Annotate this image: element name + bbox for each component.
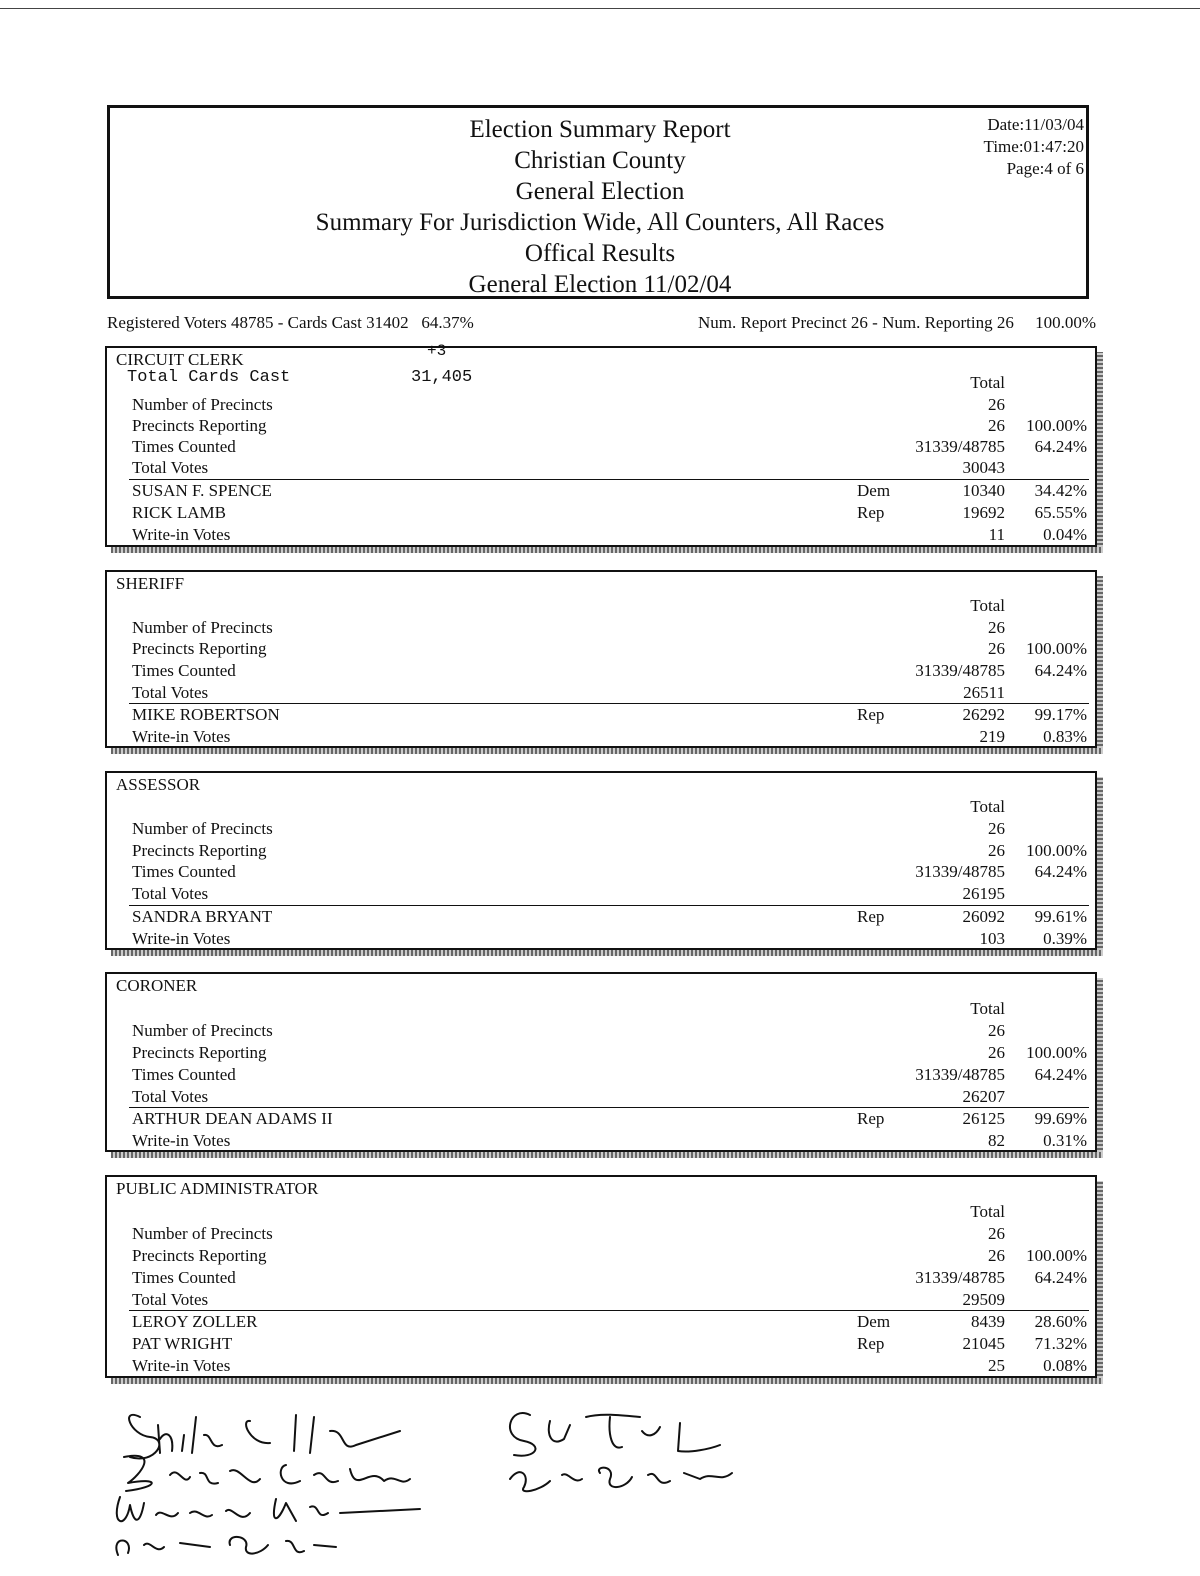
race-title: ASSESSOR — [116, 775, 201, 794]
race-title: CORONER — [116, 976, 198, 995]
row-label: Total Votes — [132, 458, 209, 477]
row-value: 26 — [988, 1043, 1005, 1062]
write-in-row — [107, 928, 1095, 949]
title-line-6: General Election 11/02/04 — [468, 271, 732, 298]
row-value: 26 — [988, 618, 1005, 637]
row-percent: 100.00% — [1026, 639, 1087, 658]
registered-voters-summary: Registered Voters 48785 - Cards Cast 31402 64.37% — [107, 313, 474, 332]
total-votes-row — [107, 457, 1095, 478]
race-title: PUBLIC ADMINISTRATOR — [116, 1179, 319, 1198]
total-cards-cast-label: Total Cards Cast — [127, 368, 291, 387]
total-column-header: Total — [970, 797, 1005, 816]
row-label: Times Counted — [132, 862, 236, 881]
row-value: 26 — [988, 819, 1005, 838]
row-value: 31339/48785 — [915, 1268, 1005, 1287]
row-value: 26 — [988, 416, 1005, 435]
row-percent: 100.00% — [1026, 1043, 1087, 1062]
row-value: 26 — [988, 1021, 1005, 1040]
times-counted-row — [107, 1064, 1095, 1085]
candidate-party: Rep — [857, 705, 885, 724]
candidate-percent: 71.32% — [1034, 1334, 1087, 1353]
total-column-header: Total — [970, 596, 1005, 615]
total-column-header: Total — [970, 1202, 1005, 1221]
title-line-5: Offical Results — [524, 240, 676, 267]
report-header — [107, 105, 1089, 299]
signature-barbara-hoopne — [124, 1456, 410, 1491]
candidate-percent: 0.83% — [1043, 727, 1087, 746]
candidate-votes: 26125 — [962, 1109, 1005, 1128]
candidate-row — [107, 704, 1095, 725]
row-value: 26 — [988, 1224, 1005, 1243]
report-meta — [984, 114, 1084, 180]
race-sheriff — [105, 570, 1097, 748]
signature-shirley-little — [129, 1415, 400, 1459]
race-title: CIRCUIT CLERK — [116, 350, 244, 369]
candidate-row — [107, 906, 1095, 927]
row-value: 26 — [988, 1246, 1005, 1265]
candidate-votes: 103 — [979, 929, 1005, 948]
title-line-3: General Election — [515, 178, 685, 205]
box-shadow — [1097, 352, 1103, 553]
row-percent: 64.24% — [1034, 1268, 1087, 1287]
row-label: Times Counted — [132, 1065, 236, 1084]
row-percent: 100.00% — [1026, 1246, 1087, 1265]
write-in-row — [107, 1355, 1095, 1376]
candidate-votes: 10340 — [962, 481, 1005, 500]
row-value: 26 — [988, 841, 1005, 860]
row-label: Precincts Reporting — [132, 841, 267, 860]
write-in-row — [107, 726, 1095, 747]
row-label: Times Counted — [132, 437, 236, 456]
row-value: 26511 — [963, 683, 1005, 702]
candidate-row — [107, 1333, 1095, 1354]
row-value: 26 — [988, 395, 1005, 414]
signature-paul-ennis — [116, 1537, 336, 1555]
row-value: 31339/48785 — [915, 862, 1005, 881]
signature-lisa-bradley — [510, 1468, 732, 1492]
row-label: Total Votes — [132, 884, 209, 903]
candidate-name: Write-in Votes — [132, 525, 231, 544]
candidate-percent: 0.04% — [1043, 525, 1087, 544]
candidate-votes: 21045 — [962, 1334, 1005, 1353]
number-of-precincts-row — [107, 617, 1095, 638]
candidate-percent: 65.55% — [1034, 503, 1087, 522]
title-line-2: Christian County — [514, 147, 686, 174]
race-public-administrator — [105, 1175, 1097, 1378]
row-percent: 100.00% — [1026, 841, 1087, 860]
row-value: 26207 — [962, 1087, 1005, 1106]
box-shadow — [111, 1378, 1103, 1384]
candidate-name: RICK LAMB — [132, 503, 226, 522]
race-assessor — [105, 771, 1097, 950]
candidate-row — [107, 1311, 1095, 1332]
times-counted-row — [107, 861, 1095, 882]
precincts-reporting-row — [107, 1245, 1095, 1266]
race-coroner — [105, 972, 1097, 1152]
candidate-percent: 0.08% — [1043, 1356, 1087, 1375]
candidate-name: PAT WRIGHT — [132, 1334, 233, 1353]
candidate-name: Write-in Votes — [132, 1356, 231, 1375]
candidate-row — [107, 502, 1095, 523]
candidate-percent: 99.69% — [1034, 1109, 1087, 1128]
precincts-reporting-row — [107, 840, 1095, 861]
candidate-name: Write-in Votes — [132, 1131, 231, 1150]
row-value: 26195 — [962, 884, 1005, 903]
row-label: Number of Precincts — [132, 395, 273, 414]
signature-sy-tinl — [510, 1413, 720, 1456]
row-percent: 64.24% — [1034, 1065, 1087, 1084]
candidate-votes: 82 — [988, 1131, 1005, 1150]
candidate-percent: 99.17% — [1034, 705, 1087, 724]
box-shadow — [1097, 978, 1103, 1158]
candidate-votes: 219 — [979, 727, 1005, 746]
row-label: Number of Precincts — [132, 1021, 273, 1040]
number-of-precincts-row — [107, 1020, 1095, 1041]
candidate-party: Rep — [857, 503, 885, 522]
row-percent: 100.00% — [1026, 416, 1087, 435]
number-of-precincts-row — [107, 1223, 1095, 1244]
report-date: Date:11/03/04 — [987, 115, 1084, 134]
candidate-percent: 0.39% — [1043, 929, 1087, 948]
precincts-reporting-row — [107, 638, 1095, 659]
candidate-percent: 0.31% — [1043, 1131, 1087, 1150]
candidate-party: Dem — [857, 1312, 891, 1331]
row-label: Precincts Reporting — [132, 1043, 267, 1062]
total-votes-row — [107, 682, 1095, 703]
row-label: Number of Precincts — [132, 618, 273, 637]
total-votes-row — [107, 883, 1095, 904]
report-page: Page:4 of 6 — [1006, 159, 1084, 178]
row-percent: 64.24% — [1034, 862, 1087, 881]
signatures — [100, 1395, 800, 1575]
candidate-name: Write-in Votes — [132, 929, 231, 948]
row-value: 31339/48785 — [915, 661, 1005, 680]
cards-cast-adjustment: +3 — [427, 342, 447, 360]
candidate-name: SUSAN F. SPENCE — [132, 481, 272, 500]
write-in-row — [107, 524, 1095, 545]
candidate-name: SANDRA BRYANT — [132, 907, 273, 926]
precinct-report-summary: Num. Report Precinct 26 - Num. Reporting 26 100.00% — [697, 313, 1096, 332]
candidate-votes: 19692 — [962, 503, 1005, 522]
candidate-row — [107, 480, 1095, 501]
row-value: 31339/48785 — [915, 437, 1005, 456]
precincts-reporting-row — [107, 1042, 1095, 1063]
candidate-row — [107, 1108, 1095, 1129]
write-in-row — [107, 1130, 1095, 1151]
title-line-4: Summary For Jurisdiction Wide, All Counters, All Races — [315, 209, 885, 236]
number-of-precincts-row — [107, 818, 1095, 839]
candidate-party: Rep — [857, 907, 885, 926]
row-label: Total Votes — [132, 1290, 209, 1309]
row-percent: 64.24% — [1034, 661, 1087, 680]
candidate-percent: 99.61% — [1034, 907, 1087, 926]
candidate-percent: 28.60% — [1034, 1312, 1087, 1331]
box-shadow — [1097, 777, 1103, 956]
race-circuit-clerk — [105, 342, 1097, 547]
times-counted-row — [107, 1267, 1095, 1288]
race-title: SHERIFF — [116, 574, 185, 593]
box-shadow — [111, 547, 1103, 553]
candidate-party: Rep — [857, 1109, 885, 1128]
candidate-name: MIKE ROBERTSON — [132, 705, 280, 724]
candidate-percent: 34.42% — [1034, 481, 1087, 500]
row-label: Total Votes — [132, 1087, 209, 1106]
candidate-votes: 26092 — [962, 907, 1005, 926]
times-counted-row — [107, 660, 1095, 681]
candidate-votes: 25 — [988, 1356, 1005, 1375]
box-shadow — [1097, 576, 1103, 754]
row-label: Number of Precincts — [132, 819, 273, 838]
number-of-precincts-row — [107, 394, 1095, 415]
row-label: Total Votes — [132, 683, 209, 702]
precincts-reporting-row — [107, 415, 1095, 436]
row-value: 26 — [988, 639, 1005, 658]
signature-marian-nobleds — [117, 1497, 420, 1521]
report-time: Time:01:47:20 — [983, 137, 1084, 156]
row-label: Precincts Reporting — [132, 416, 267, 435]
total-votes-row — [107, 1289, 1095, 1310]
candidate-votes: 8439 — [971, 1312, 1005, 1331]
row-label: Precincts Reporting — [132, 639, 267, 658]
candidate-votes: 11 — [988, 525, 1005, 544]
box-shadow — [111, 1152, 1103, 1158]
candidate-party: Rep — [857, 1334, 885, 1353]
total-votes-row — [107, 1086, 1095, 1107]
candidate-votes: 26292 — [962, 705, 1005, 724]
row-percent: 64.24% — [1034, 437, 1087, 456]
report-title-block — [240, 114, 960, 300]
row-value: 29509 — [962, 1290, 1005, 1309]
box-shadow — [111, 748, 1103, 754]
row-value: 31339/48785 — [915, 1065, 1005, 1084]
row-label: Number of Precincts — [132, 1224, 273, 1243]
box-shadow — [111, 950, 1103, 956]
row-value: 30043 — [962, 458, 1005, 477]
total-cards-cast-value: 31,405 — [411, 368, 473, 387]
row-label: Times Counted — [132, 1268, 236, 1287]
candidate-name: LEROY ZOLLER — [132, 1312, 258, 1331]
row-label: Times Counted — [132, 661, 236, 680]
candidate-name: Write-in Votes — [132, 727, 231, 746]
candidate-party: Dem — [857, 481, 891, 500]
candidate-name: ARTHUR DEAN ADAMS II — [132, 1109, 333, 1128]
row-label: Precincts Reporting — [132, 1246, 267, 1265]
times-counted-row — [107, 436, 1095, 457]
total-column-header: Total — [970, 373, 1005, 392]
scan-top-edge — [0, 8, 1200, 9]
total-column-header: Total — [970, 999, 1005, 1018]
title-line-1: Election Summary Report — [469, 116, 731, 143]
box-shadow — [1097, 1181, 1103, 1384]
